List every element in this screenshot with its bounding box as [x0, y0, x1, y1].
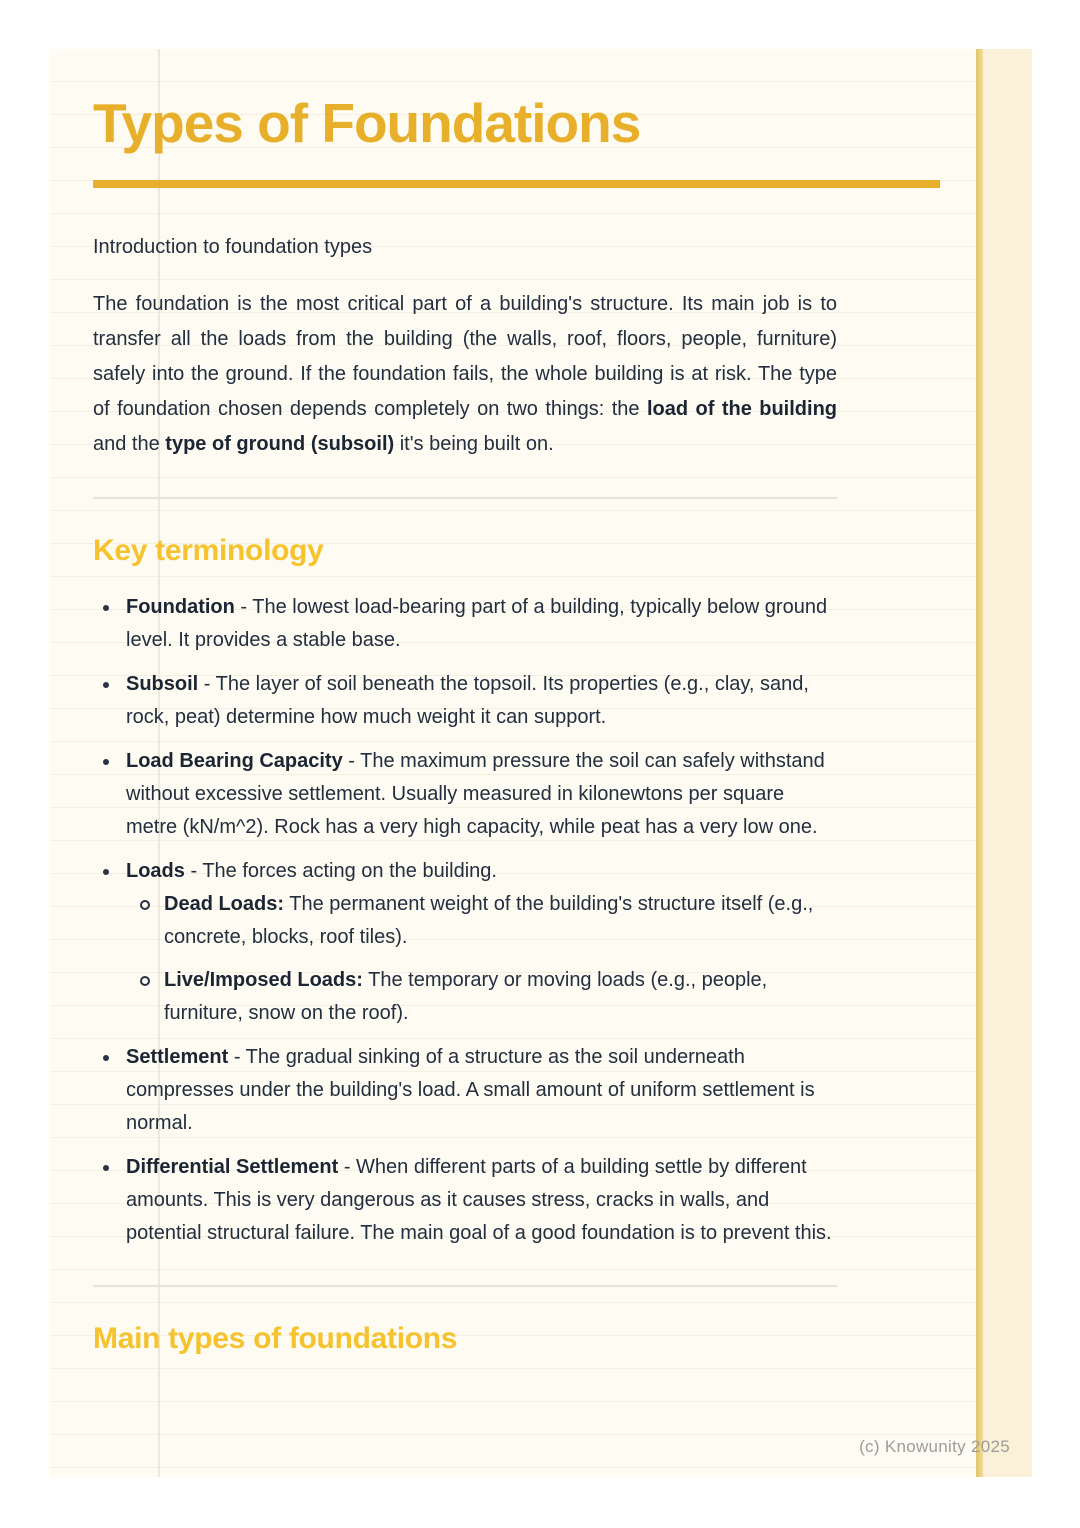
term-label: Settlement [126, 1045, 229, 1068]
intro-bold-ground: type of ground (subsoil) [165, 432, 395, 455]
intro-subtitle: Introduction to foundation types [93, 235, 373, 258]
terminology-sub-list [126, 888, 837, 1030]
term-label: Loads [126, 859, 185, 882]
yellow-edge-stripe [976, 49, 983, 1477]
terminology-list-item [93, 745, 837, 844]
sub-term-description: The temporary or moving loads (e.g., people, furniture, snow on the roof). [164, 968, 768, 1024]
terminology-sub-list-item [126, 964, 837, 1030]
terminology-list-item [93, 1041, 837, 1140]
terminology-list-item [93, 591, 837, 657]
intro-bold-load: load of the building [646, 397, 838, 420]
term-label: Differential Settlement [126, 1155, 339, 1178]
term-description: - The lowest load-bearing part of a building, typically below ground level. It provides a stable base. [126, 595, 828, 651]
terminology-list-item [93, 1151, 837, 1250]
intro-text-segment: it's being built on. [394, 432, 554, 455]
intro-text-segment: The foundation is the most critical part of a building's structure. Its main job is to transfer all the loads from the building (the walls, roof, floors, people, furniture) safely into the ground. If the foundation fails, the whole building is at risk. The type of foundation chosen depends completely on two things: the [93, 292, 837, 420]
term-description: - The maximum pressure the soil can safely withstand without excessive settlement. Usually measured in kilonewtons per square metre (kN/m^2). Rock has a very high capacity, while peat has a very low one. [126, 749, 825, 838]
title-underline-bar [93, 180, 940, 188]
page-title: Types of Foundations [93, 92, 641, 154]
term-description: - The gradual sinking of a structure as the soil underneath compresses under the building's load. A small amount of uniform settlement is normal. [126, 1045, 815, 1134]
intro-paragraph [93, 287, 837, 462]
cream-edge-band [983, 49, 1032, 1477]
term-label: Subsoil [126, 672, 199, 695]
section-heading-main-types: Main types of foundations [93, 1321, 458, 1355]
sub-term-description: The permanent weight of the building's structure itself (e.g., concrete, blocks, roof tiles). [164, 892, 814, 948]
term-description: - The forces acting on the building. [190, 859, 497, 882]
notebook-sheet [50, 49, 1032, 1477]
sub-term-label: Live/Imposed Loads: [164, 968, 363, 991]
section-heading-key-terminology: Key terminology [93, 533, 324, 567]
terminology-list-item [93, 855, 837, 1030]
term-label: Foundation [126, 595, 235, 618]
term-description: - The layer of soil beneath the topsoil. Its properties (e.g., clay, sand, rock, peat) determine how much weight it can support. [126, 672, 809, 728]
terminology-sub-list-item [126, 888, 837, 954]
section-divider [93, 1285, 837, 1287]
term-description: - When different parts of a building settle by different amounts. This is very dangerous as it causes stress, cracks in walls, and potential structural failure. The main goal of a good foundation is to prevent this. [126, 1155, 832, 1244]
document-content [93, 49, 940, 1358]
term-label: Load Bearing Capacity [126, 749, 343, 772]
intro-text-segment: and the [93, 432, 166, 455]
section-divider [93, 497, 837, 499]
terminology-list-item [93, 668, 837, 734]
terminology-list [93, 591, 837, 1250]
sub-term-label: Dead Loads: [164, 892, 285, 915]
watermark: (c) Knowunity 2025 [859, 1437, 1010, 1456]
